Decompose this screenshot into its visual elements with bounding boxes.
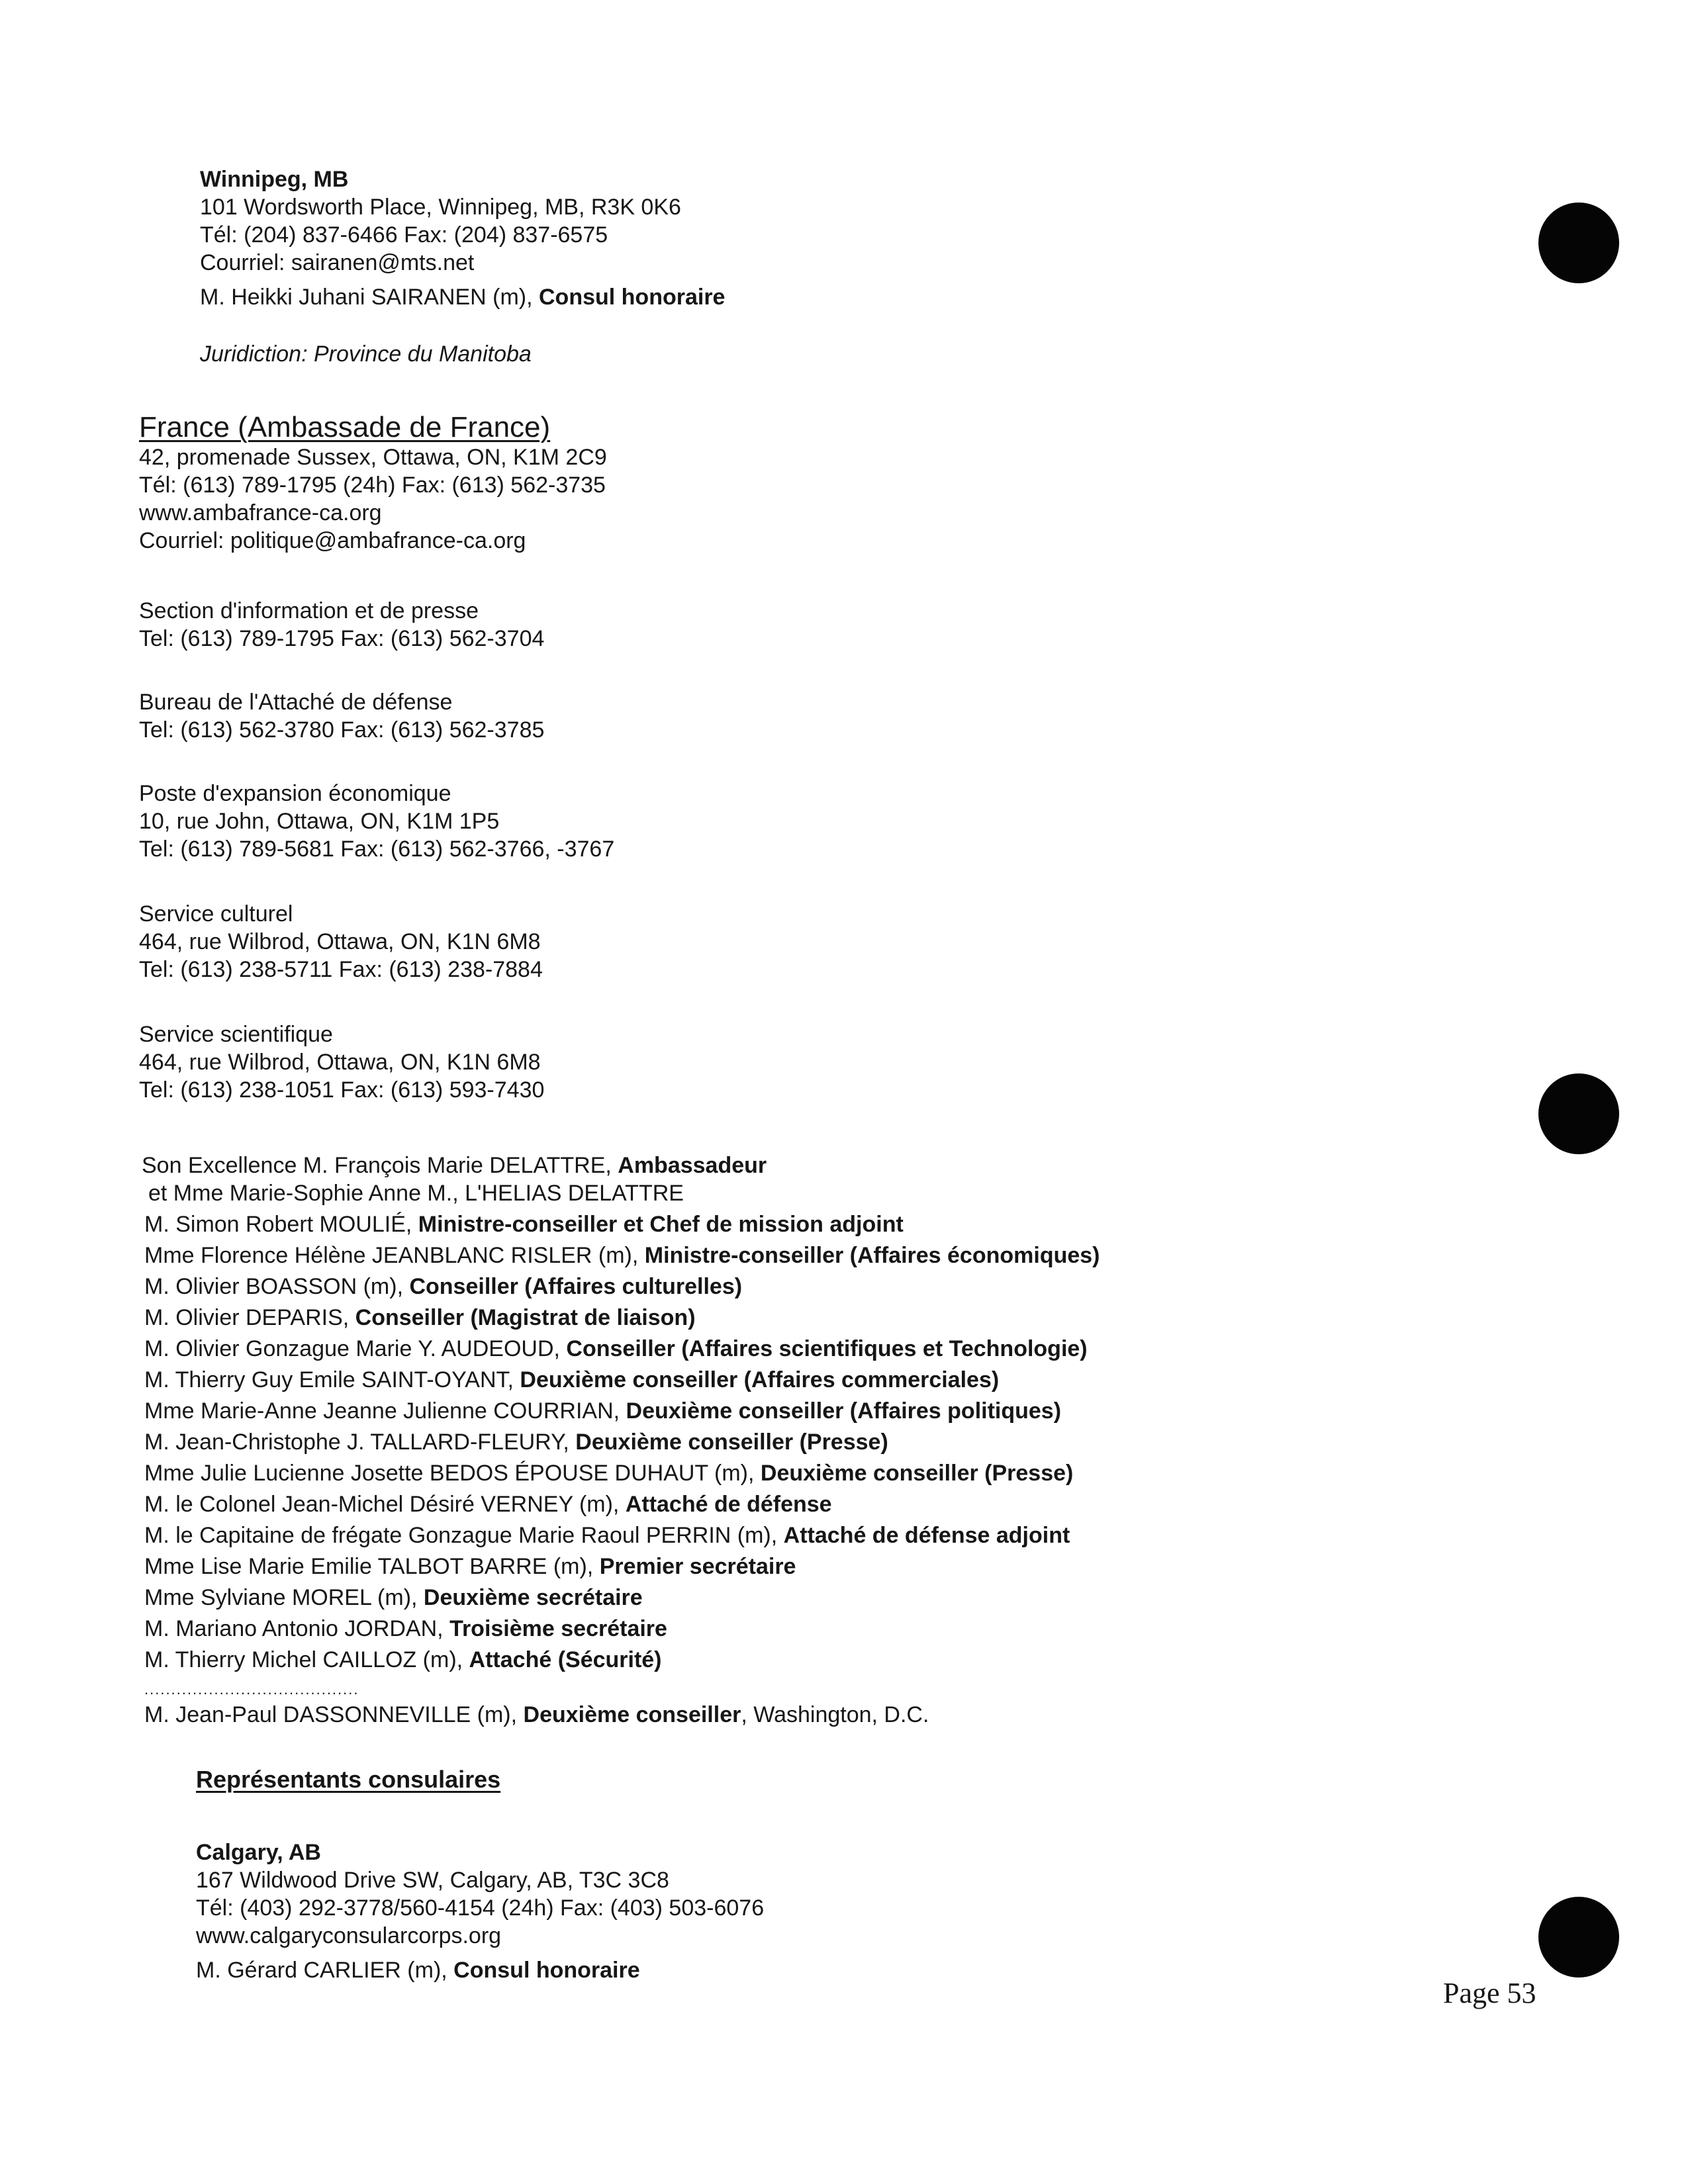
staff-title: Conseiller (Affaires scientifiques et Technologie) <box>566 1336 1088 1361</box>
staff-title: Attaché de défense <box>625 1492 832 1517</box>
staff-member-12 <box>142 1582 1100 1614</box>
ambassador-spouse: et Mme Marie-Sophie Anne M., L'HELIAS DELATTRE <box>148 1181 684 1206</box>
calgary-address: 167 Wildwood Drive SW, Calgary, AB, T3C 3C8 <box>196 1868 669 1893</box>
staff-name: Mme Julie Lucienne Josette BEDOS ÉPOUSE DUHAUT (m), <box>144 1461 761 1486</box>
calgary-consul-name: M. Gérard CARLIER (m), <box>196 1958 454 1983</box>
section-address: 10, rue John, Ottawa, ON, K1M 1P5 <box>139 809 500 834</box>
washington-staff-name: M. Jean-Paul DASSONNEVILLE (m), <box>144 1702 524 1727</box>
consular-heading: Représentants consulaires <box>196 1766 501 1793</box>
dotted-separator: ........................................ <box>144 1681 359 1698</box>
embassy-email: Courriel: politique@ambafrance-ca.org <box>139 528 526 553</box>
staff-title: Deuxième secrétaire <box>423 1585 643 1610</box>
embassy-section-scientific <box>139 1021 544 1104</box>
staff-member-2 <box>142 1271 1100 1302</box>
binder-hole-top <box>1538 203 1619 283</box>
staff-member-3 <box>142 1302 1100 1334</box>
staff-title: Deuxième conseiller (Presse) <box>575 1430 888 1455</box>
calgary-heading: Calgary, AB <box>196 1840 321 1865</box>
embassy-section-economic <box>139 780 614 863</box>
staff-name: M. Thierry Guy Emile SAINT-OYANT, <box>144 1367 520 1392</box>
section-phone: Tel: (613) 562-3780 Fax: (613) 562-3785 <box>139 717 545 743</box>
section-name: Bureau de l'Attaché de défense <box>139 690 453 715</box>
winnipeg-consulate-block <box>200 165 725 368</box>
calgary-consul <box>196 1956 764 1984</box>
winnipeg-consul <box>200 283 725 311</box>
staff-title: Attaché (Sécurité) <box>469 1647 662 1672</box>
staff-member-0 <box>142 1209 1100 1240</box>
section-name: Section d'information et de presse <box>139 598 479 623</box>
staff-name: Mme Marie-Anne Jeanne Julienne COURRIAN, <box>144 1398 626 1424</box>
binder-hole-bottom <box>1538 1897 1619 1978</box>
section-phone: Tel: (613) 789-1795 Fax: (613) 562-3704 <box>139 626 545 651</box>
page-number: Page 53 <box>1443 1977 1536 2009</box>
staff-title: Conseiller (Magistrat de liaison) <box>355 1305 696 1330</box>
staff-member-4 <box>142 1334 1100 1365</box>
france-embassy-block <box>139 412 607 555</box>
calgary-consul-title: Consul honoraire <box>453 1958 640 1983</box>
winnipeg-email: Courriel: sairanen@mts.net <box>200 250 475 275</box>
staff-name: Mme Lise Marie Emilie TALBOT BARRE (m), <box>144 1554 600 1579</box>
staff-name: Mme Florence Hélène JEANBLANC RISLER (m), <box>144 1243 645 1268</box>
staff-name: M. Jean-Christophe J. TALLARD-FLEURY, <box>144 1430 576 1455</box>
section-address: 464, rue Wilbrod, Ottawa, ON, K1N 6M8 <box>139 929 541 954</box>
section-name: Service scientifique <box>139 1022 333 1047</box>
staff-name: M. Olivier DEPARIS, <box>144 1305 355 1330</box>
section-phone: Tel: (613) 789-5681 Fax: (613) 562-3766, -3767 <box>139 837 615 862</box>
staff-title: Deuxième conseiller (Affaires politiques) <box>626 1398 1062 1424</box>
embassy-phone: Tél: (613) 789-1795 (24h) Fax: (613) 562-3735 <box>139 473 606 498</box>
binder-hole-middle <box>1538 1073 1619 1154</box>
staff-member-6 <box>142 1396 1100 1427</box>
staff-name: Mme Sylviane MOREL (m), <box>144 1585 424 1610</box>
staff-name: M. Simon Robert MOULIÉ, <box>144 1212 418 1237</box>
winnipeg-consul-title: Consul honoraire <box>539 285 726 310</box>
winnipeg-consul-name: M. Heikki Juhani SAIRANEN (m), <box>200 285 539 310</box>
staff-title: Premier secrétaire <box>599 1554 796 1579</box>
ambassador-line <box>142 1150 1100 1181</box>
section-name: Service culturel <box>139 901 293 927</box>
staff-member-1 <box>142 1240 1100 1271</box>
calgary-phone: Tél: (403) 292-3778/560-4154 (24h) Fax: (403) 503-6076 <box>196 1895 765 1921</box>
section-name: Poste d'expansion économique <box>139 781 451 806</box>
staff-name: M. Olivier BOASSON (m), <box>144 1274 410 1299</box>
calgary-website: www.calgaryconsularcorps.org <box>196 1923 502 1948</box>
staff-name: M. Olivier Gonzague Marie Y. AUDEOUD, <box>144 1336 567 1361</box>
staff-member-8 <box>142 1458 1100 1489</box>
washington-staff-title: Deuxième conseiller <box>523 1702 741 1727</box>
staff-title: Troisième secrétaire <box>449 1616 667 1641</box>
calgary-consulate-block <box>196 1839 764 1984</box>
staff-title: Deuxième conseiller (Affaires commerciales) <box>520 1367 1000 1392</box>
winnipeg-address: 101 Wordsworth Place, Winnipeg, MB, R3K 0K6 <box>200 195 681 220</box>
staff-member-13 <box>142 1614 1100 1645</box>
staff-title: Deuxième conseiller (Presse) <box>760 1461 1074 1486</box>
section-address: 464, rue Wilbrod, Ottawa, ON, K1N 6M8 <box>139 1050 541 1075</box>
embassy-section-defence <box>139 688 544 744</box>
winnipeg-phone: Tél: (204) 837-6466 Fax: (204) 837-6575 <box>200 222 608 248</box>
embassy-section-cultural <box>139 900 543 983</box>
staff-name: M. le Capitaine de frégate Gonzague Marie Raoul PERRIN (m), <box>144 1523 784 1548</box>
staff-title: Attaché de défense adjoint <box>783 1523 1070 1548</box>
staff-member-9 <box>142 1489 1100 1520</box>
winnipeg-heading: Winnipeg, MB <box>200 167 349 192</box>
staff-member-10 <box>142 1520 1100 1551</box>
staff-member-14 <box>142 1645 1100 1676</box>
staff-title: Ministre-conseiller (Affaires économiques) <box>644 1243 1100 1268</box>
washington-staff-location: , Washington, D.C. <box>741 1702 929 1727</box>
ambassador-name: Son Excellence M. François Marie DELATTRE, <box>142 1153 618 1178</box>
staff-name: M. Mariano Antonio JORDAN, <box>144 1616 450 1641</box>
country-title: France (Ambassade de France) <box>139 411 551 443</box>
staff-list <box>142 1150 1100 1731</box>
embassy-section-info-press <box>139 597 544 653</box>
ambassador-title: Ambassadeur <box>618 1153 767 1178</box>
washington-staff-line <box>142 1700 1100 1731</box>
staff-member-5 <box>142 1365 1100 1396</box>
embassy-website: www.ambafrance-ca.org <box>139 500 382 525</box>
staff-title: Conseiller (Affaires culturelles) <box>409 1274 743 1299</box>
section-phone: Tel: (613) 238-1051 Fax: (613) 593-7430 <box>139 1077 545 1103</box>
consular-representatives-block <box>196 1766 500 1794</box>
winnipeg-jurisdiction: Juridiction: Province du Manitoba <box>200 341 532 367</box>
staff-name: M. le Colonel Jean-Michel Désiré VERNEY (m), <box>144 1492 626 1517</box>
staff-name: M. Thierry Michel CAILLOZ (m), <box>144 1647 469 1672</box>
section-phone: Tel: (613) 238-5711 Fax: (613) 238-7884 <box>139 957 543 982</box>
staff-member-7 <box>142 1427 1100 1458</box>
staff-member-11 <box>142 1551 1100 1582</box>
embassy-address: 42, promenade Sussex, Ottawa, ON, K1M 2C9 <box>139 445 607 470</box>
staff-title: Ministre-conseiller et Chef de mission adjoint <box>418 1212 904 1237</box>
